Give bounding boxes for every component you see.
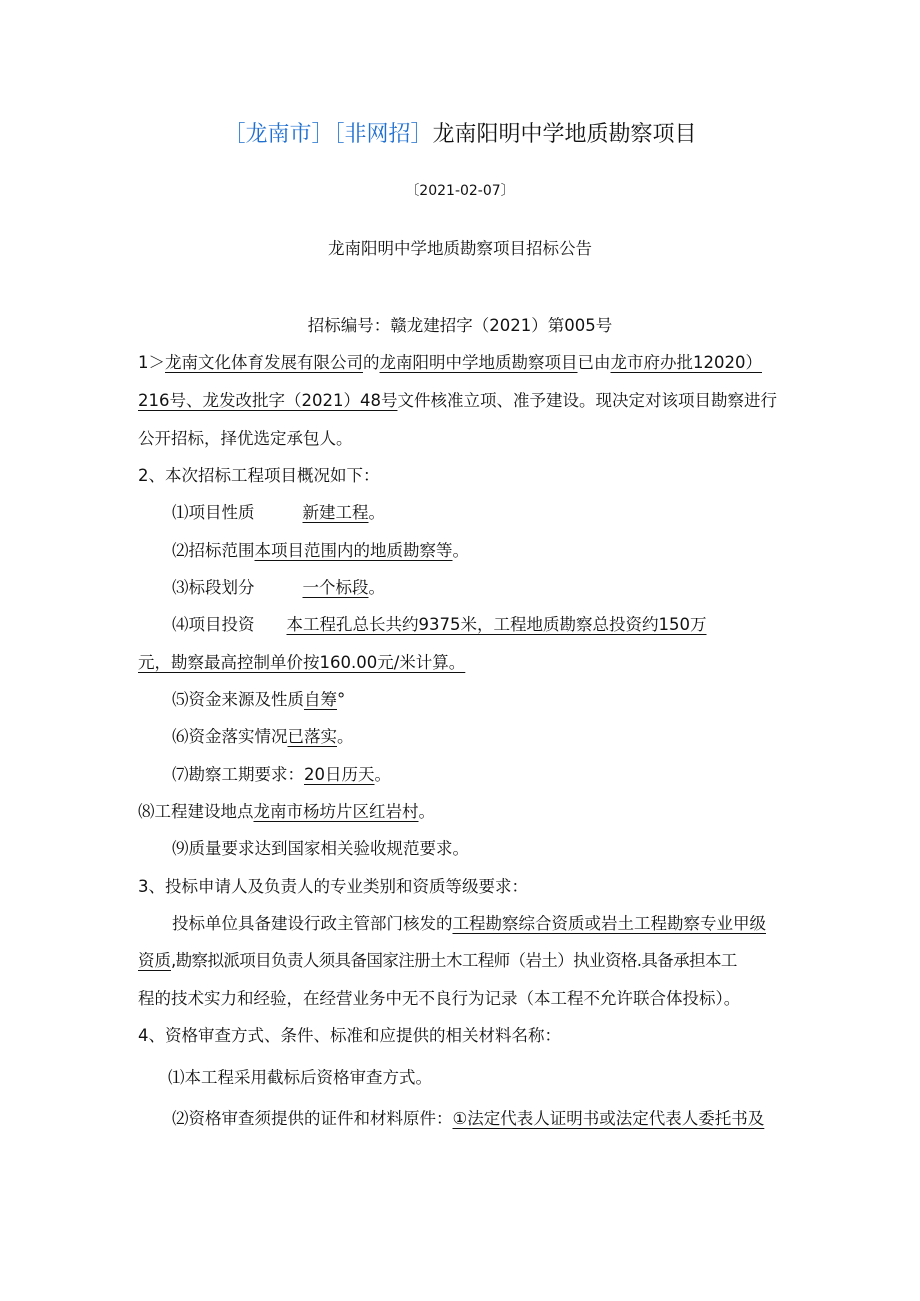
item-section-end: 。 [368, 578, 385, 597]
item-section [172, 577, 385, 599]
item-investment [172, 614, 707, 636]
project-name: 龙南阳明中学地质勘察项目 [432, 122, 697, 147]
item-fund-status [172, 726, 354, 748]
project-name-ref: 龙南阳明中学地质勘察项目 [379, 353, 578, 372]
item-fund-status-value: 已落实 [287, 727, 337, 746]
section3-line1 [172, 913, 766, 935]
notice-subtitle: 龙南阳明中学地质勘察项目招标公告 [328, 239, 592, 258]
item-fund-source-label: ⑸资金来源及性质 [172, 690, 304, 709]
section3-line2 [138, 950, 737, 972]
item-location-label: ⑻工程建设地点 [138, 802, 254, 821]
item-duration-label: ⑺勘察工期要求： [172, 765, 304, 784]
item-scope-value: 本项目范围内的地质勘察等 [254, 541, 453, 560]
section1-line3: 公开招标，择优选定承包人。 [138, 429, 353, 448]
item-nature-value: 新建工程 [302, 503, 369, 522]
item-investment-line2 [138, 652, 465, 674]
section1-line2 [138, 390, 777, 412]
item-section-label: ⑶标段划分 [172, 578, 255, 597]
item-scope-end: 。 [452, 541, 469, 560]
page-title [0, 120, 920, 150]
item-section-value: 一个标段 [302, 578, 369, 597]
section1-line1 [138, 352, 762, 374]
section3-heading: 3、投标申请人及负责人的专业类别和资质等级要求： [138, 877, 528, 896]
qualification-requirement: 工程勘察综合资质或岩土工程勘察专业甲级 [452, 914, 766, 933]
section4-item1: ⑴本工程采用截标后资格审查方式。 [168, 1068, 432, 1087]
approval-doc-b: 216号、龙发改批字（2021）48号 [138, 391, 398, 410]
item-fund-status-label: ⑹资金落实情况 [172, 727, 288, 746]
section3-lead: 投标单位具备建设行政主管部门核发的 [172, 914, 453, 933]
approval-doc-a: 龙市府办批12020） [610, 353, 762, 372]
qualification-requirement-end: 资质 [138, 951, 171, 970]
item-duration-end: 。 [374, 765, 391, 784]
item-location-end: 。 [418, 802, 435, 821]
item-scope-label: ⑵招标范围 [172, 541, 255, 560]
item-investment-value-a: 本工程孔总长共约9375米，工程地质勘察总投资约150万 [286, 615, 707, 634]
section4-heading: 4、资格审查方式、条件、标准和应提供的相关材料名称： [138, 1026, 561, 1045]
item-scope [172, 540, 469, 562]
item-fund-source [172, 689, 345, 711]
publish-date: 〔2021-02-07〕 [405, 183, 515, 199]
bid-number: 招标编号：赣龙建招字（2021）第005号 [307, 316, 613, 335]
item-nature-label: ⑴项目性质 [172, 503, 255, 522]
section1-of: 的 [363, 353, 380, 372]
section3-rest: ,勘察拟派项目负责人须具备国家注册土木工程师（岩土）执业资格.具备承担本工 [171, 951, 737, 970]
section1-rest-a: 文件核准立项、准予建设。现决定对该项目勘察进行 [397, 391, 777, 410]
section1-approved-by: 已由 [577, 353, 611, 372]
item-investment-label: ⑷项目投资 [172, 615, 255, 634]
item-fund-status-end: 。 [337, 727, 354, 746]
item-duration [172, 764, 391, 786]
type-tag: ［非网招］ [333, 122, 433, 147]
section1-prefix: 1＞ [138, 353, 165, 372]
item-nature [172, 502, 385, 524]
item-nature-end: 。 [368, 503, 385, 522]
section4-item2 [172, 1108, 764, 1130]
item-quality: ⑼质量要求达到国家相关验收规范要求。 [172, 839, 469, 858]
item-location [138, 801, 435, 823]
section2-heading: 2、本次招标工程项目概况如下： [138, 466, 380, 485]
section4-item2-lead: ⑵资格审查须提供的证件和材料原件： [172, 1109, 453, 1128]
city-tag: ［龙南市］ [223, 122, 334, 147]
section3-line3: 程的技术实力和经验，在经营业务中无不良行为记录（本工程不允许联合体投标）。 [138, 989, 741, 1008]
item-fund-source-end: ° [337, 690, 346, 709]
owner-name: 龙南文化体育发展有限公司 [165, 353, 363, 372]
item-duration-value: 20日历天 [304, 765, 375, 784]
item-fund-source-value: 自筹 [304, 690, 337, 709]
item-investment-value-b: 元，勘察最高控制单价按160.00元/米计算。 [138, 653, 466, 672]
item-location-value: 龙南市杨坊片区红岩村 [253, 802, 419, 821]
required-documents: ①法定代表人证明书或法定代表人委托书及 [452, 1109, 765, 1128]
